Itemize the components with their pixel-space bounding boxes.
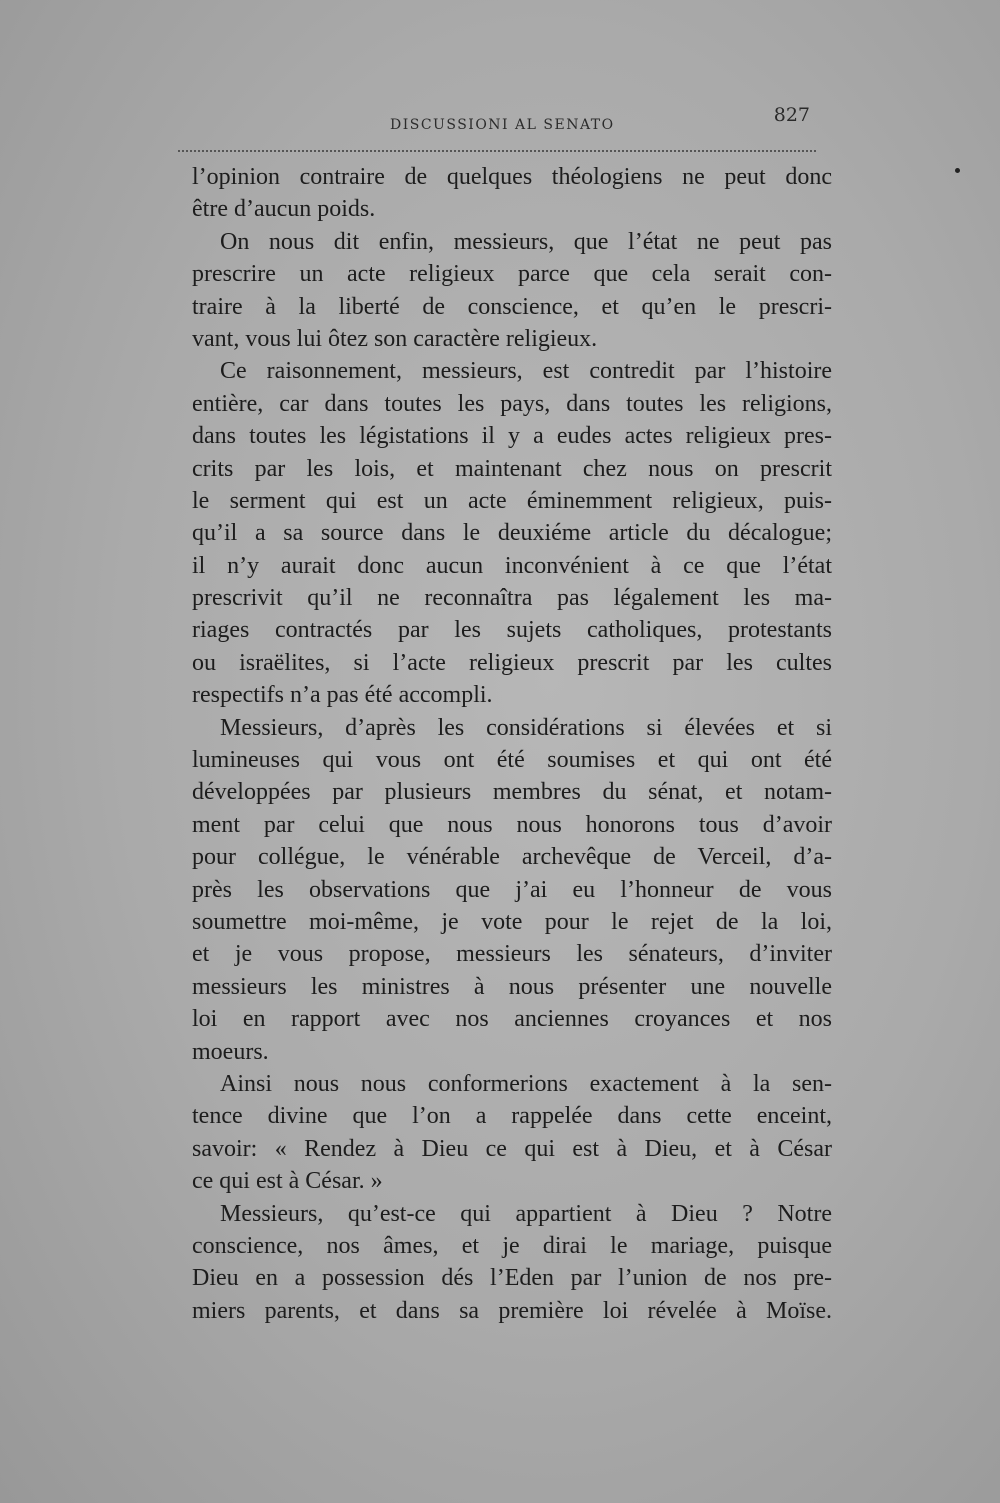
text-line: dans toutes les légistations il y a eudes actes religieux pres- <box>192 423 832 450</box>
text-line: prescrivit qu’il ne reconnaîtra pas légalement les ma- <box>192 585 832 612</box>
text-line: être d’aucun poids. <box>192 196 376 223</box>
text-line: il n’y aurait donc aucun inconvénient à ce que l’état <box>192 552 832 579</box>
text-line: entière, car dans toutes les pays, dans toutes les religions, <box>192 390 832 417</box>
text-line: Dieu en a possession dés l’Eden par l’union de nos pre- <box>192 1265 832 1292</box>
text-line: prescrire un acte religieux parce que cela serait con- <box>192 261 832 288</box>
margin-speck <box>955 168 960 173</box>
text-line: moeurs. <box>192 1038 269 1065</box>
text-line: traire à la liberté de conscience, et qu’en le prescri- <box>192 293 832 320</box>
header-rule <box>178 150 816 152</box>
text-line: savoir: « Rendez à Dieu ce qui est à Dieu, et à César <box>192 1135 832 1162</box>
text-line: soumettre moi-même, je vote pour le rejet de la loi, <box>192 908 832 935</box>
text-line: ce qui est à César. » <box>192 1168 383 1195</box>
text-line: loi en rapport avec nos anciennes croyances et nos <box>192 1006 832 1033</box>
text-line: vant, vous lui ôtez son caractère religieux. <box>192 325 598 352</box>
page-number: 827 <box>773 104 810 126</box>
text-line: le serment qui est un acte éminemment religieux, puis- <box>192 487 832 514</box>
text-line: près les observations que j’ai eu l’honneur de vous <box>192 876 832 903</box>
text-line: Messieurs, d’après les considérations si élevées et si <box>220 714 832 741</box>
text-line: tence divine que l’on a rappelée dans cette enceint, <box>192 1103 832 1130</box>
text-line: conscience, nos âmes, et je dirai le mariage, puisque <box>192 1232 832 1259</box>
running-head: DISCUSSIONI AL SENATO <box>390 117 615 133</box>
text-line: l’opinion contraire de quelques théologiens ne peut donc <box>192 164 832 190</box>
text-line: lumineuses qui vous ont été soumises et qui ont été <box>192 747 832 774</box>
text-line: ou israëlites, si l’acte religieux prescrit par les cultes <box>192 649 832 676</box>
text-line: Messieurs, qu’est-ce qui appartient à Dieu ? Notre <box>220 1200 832 1227</box>
text-line: riages contractés par les sujets catholiques, protestants <box>192 617 832 644</box>
text-line: ment par celui que nous nous honorons tous d’avoir <box>192 811 832 838</box>
text-line: messieurs les ministres à nous présenter une nouvelle <box>192 973 832 1000</box>
text-line: crits par les lois, et maintenant chez nous on prescrit <box>192 455 832 482</box>
page-header <box>178 98 818 158</box>
text-line: On nous dit enfin, messieurs, que l’état ne peut pas <box>220 228 832 255</box>
text-line: qu’il a sa source dans le deuxiéme article du décalogue; <box>192 520 832 547</box>
text-line: et je vous propose, messieurs les sénateurs, d’inviter <box>192 941 832 968</box>
text-line: Ainsi nous nous conformerions exactement à la sen- <box>220 1070 832 1097</box>
body-text <box>192 161 832 1327</box>
text-line: pour collégue, le vénérable archevêque de Verceil, d’a- <box>192 844 832 871</box>
text-line: Ce raisonnement, messieurs, est contredit par l’histoire <box>220 358 832 385</box>
text-line: miers parents, et dans sa première loi révelée à Moïse. <box>192 1297 832 1324</box>
text-line: respectifs n’a pas été accompli. <box>192 682 493 709</box>
text-line: développées par plusieurs membres du sénat, et notam- <box>192 779 832 806</box>
